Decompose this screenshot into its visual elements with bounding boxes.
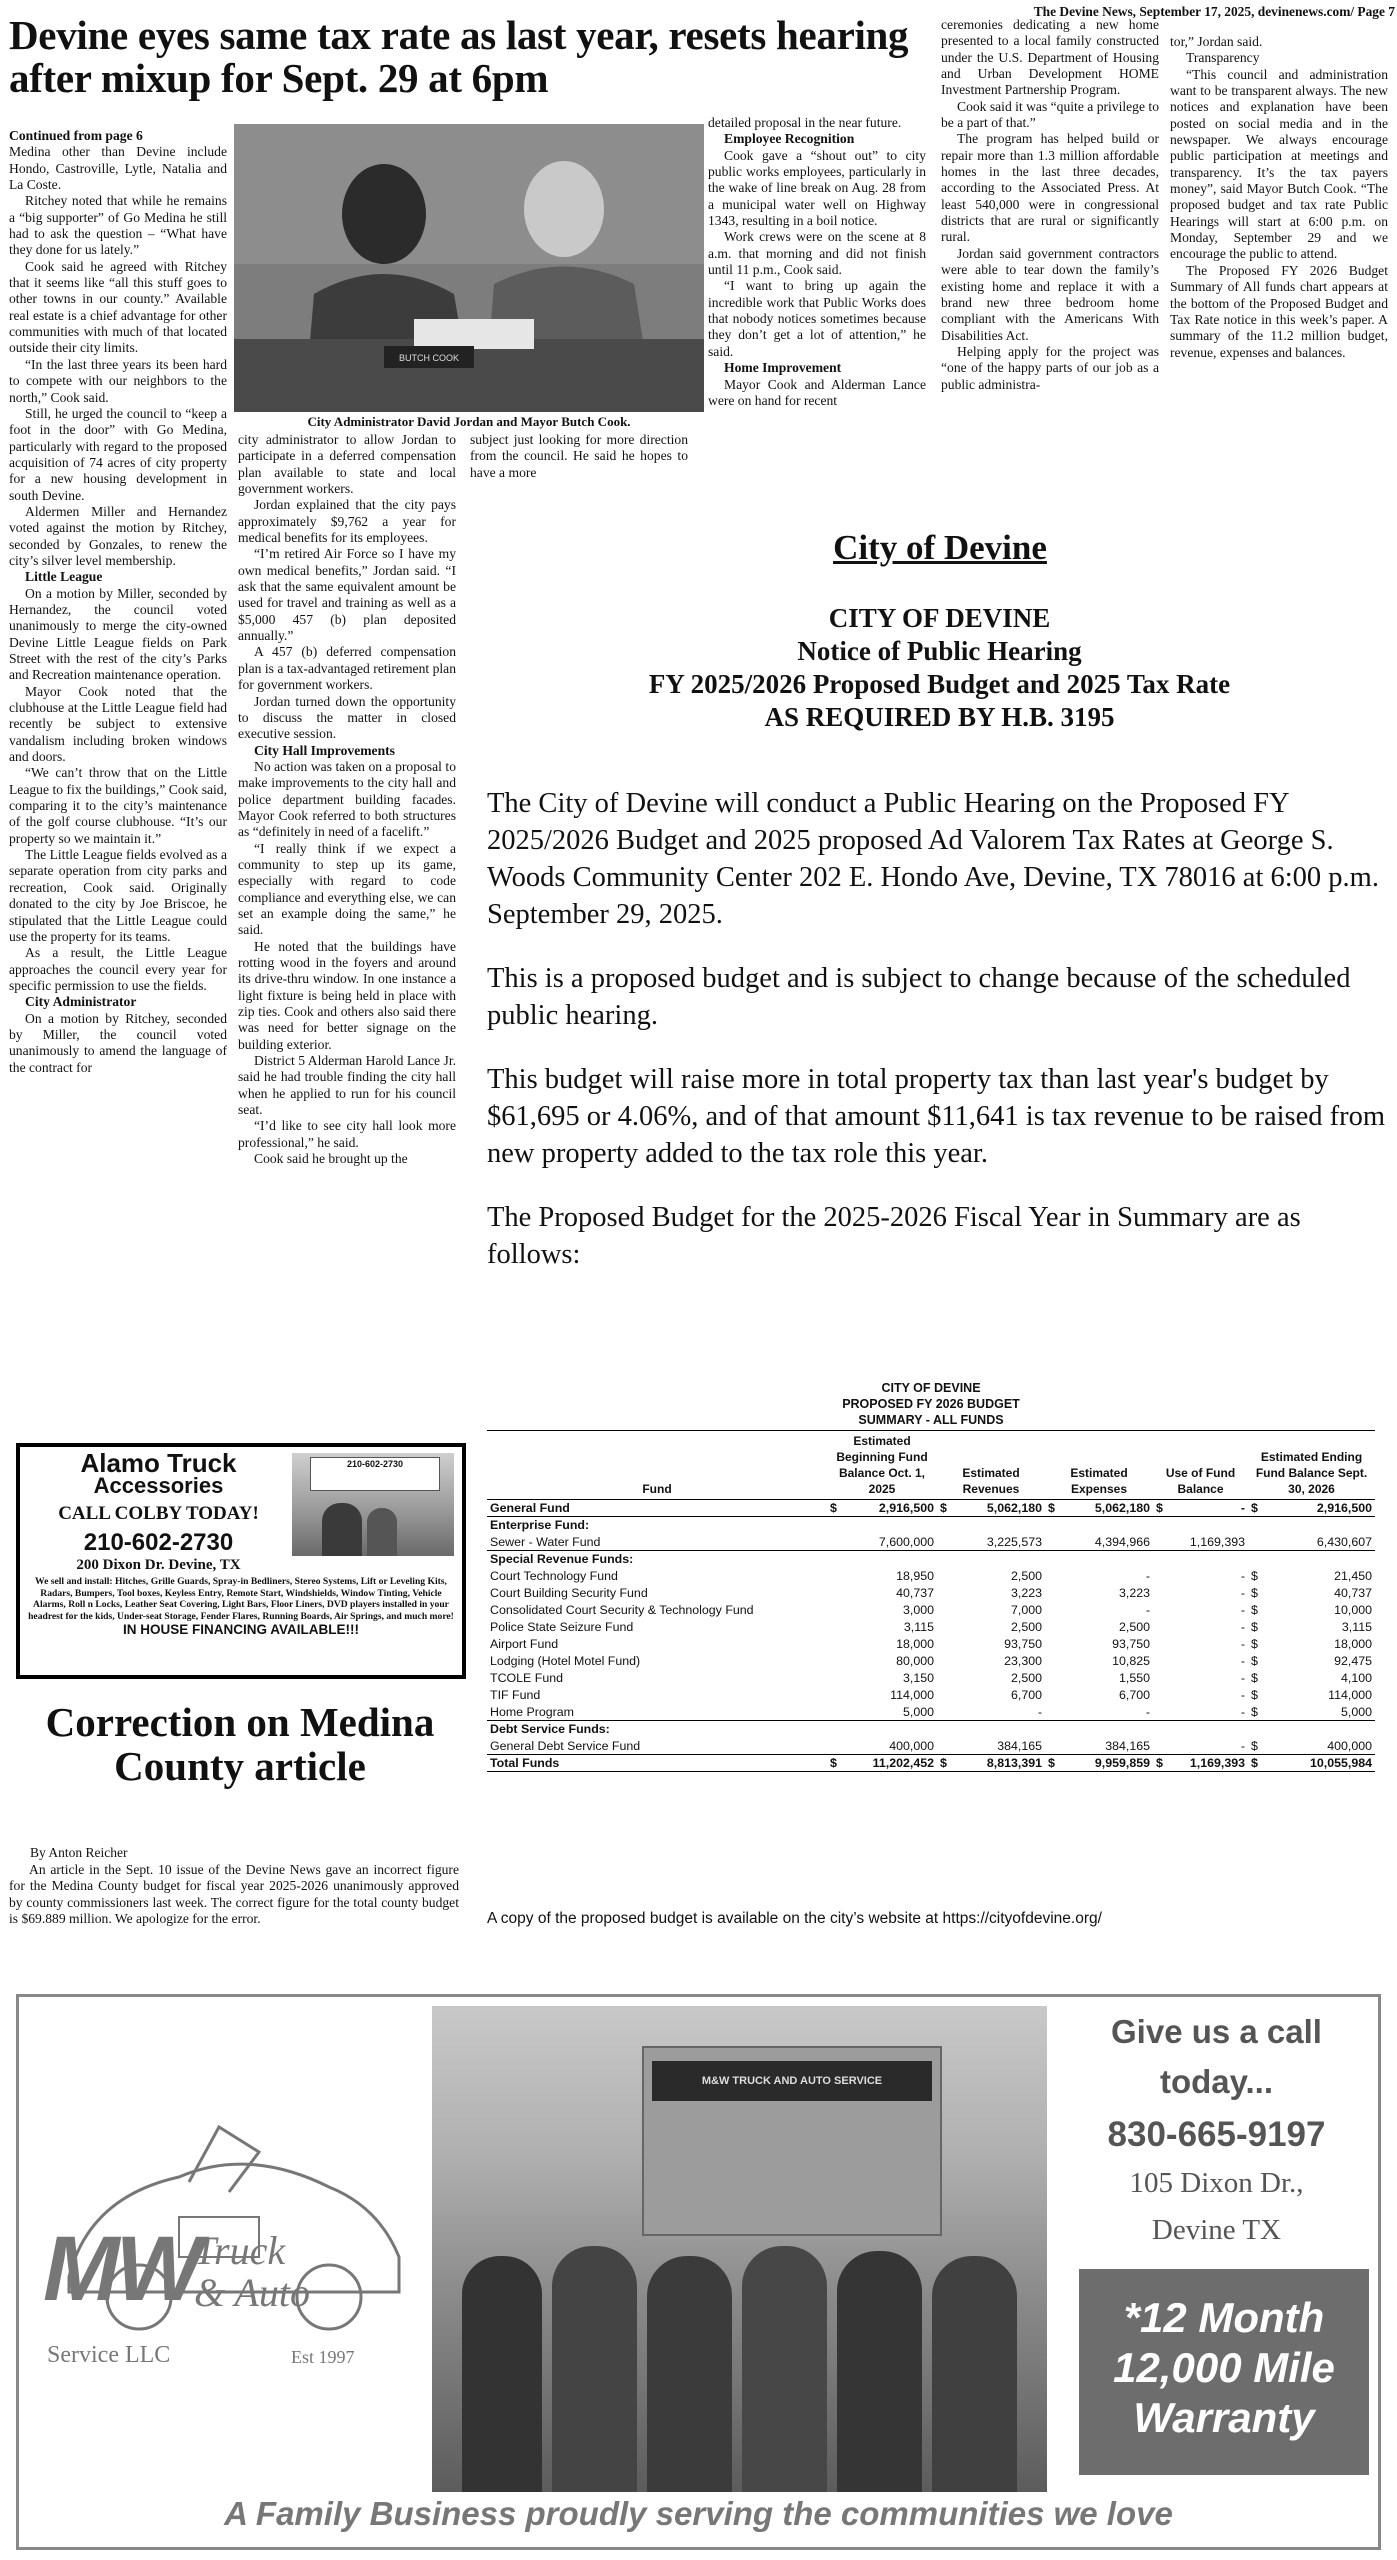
fund-exp: 93,750 xyxy=(1112,1637,1150,1651)
fund-end: 2,916,500 xyxy=(1316,1501,1372,1515)
fund-exp: 3,223 xyxy=(1118,1586,1150,1600)
fund-end: 3,115 xyxy=(1341,1620,1372,1634)
fund-exp: 10,825 xyxy=(1112,1654,1150,1668)
fund-rev: 2,500 xyxy=(1010,1620,1042,1634)
fund-name: Consolidated Court Security & Technology Fund xyxy=(490,1603,754,1617)
mw-warranty-2: 12,000 Mile xyxy=(1113,2344,1335,2391)
fund-name: General Fund xyxy=(490,1501,570,1515)
fund-rev: 93,750 xyxy=(1004,1637,1042,1651)
paragraph: Cook said he agreed with Ritchey that it seems like “all this stuff goes to other towns in our county.” Available real estate is a chief advantage for other communities with much of that located outside their city limits. xyxy=(9,258,227,356)
dollar-sign xyxy=(827,1568,841,1585)
paragraph: Cook gave a “shout out” to city public works employees, particularly in the wake of line break on Aug. 28 from a municipal water well on Highway 1343, resulting in a boil notice. xyxy=(708,147,926,229)
fund-use: - xyxy=(1240,1501,1245,1515)
fund-rev: 6,700 xyxy=(1010,1688,1042,1702)
fund-begin: 3,150 xyxy=(902,1671,934,1685)
paragraph: “I really think if we expect a community to step up its game, especially with regard to code compliance and everything else, we can set an example doing the same,” he said. xyxy=(238,840,456,938)
fund-name: TIF Fund xyxy=(490,1688,541,1702)
paragraph: “I’m retired Air Force so I have my own medical benefits,” Jordan said. “I ask that the same equivalent amount be used for travel and training as well as a $5,000 457 (b) plan deposited annually.” xyxy=(238,546,456,644)
paragraph: “We can’t throw that on the Little League to fix the buildings,” Cook said, comparing it to the city’s maintenance of the golf course clubhouse. “It’s our property so we maintain it.” xyxy=(9,765,227,846)
fund-name: Court Technology Fund xyxy=(490,1569,618,1583)
dollar-sign: $ xyxy=(1251,1637,1258,1651)
fund-rev: 5,062,180 xyxy=(986,1501,1042,1515)
notice-footer: A copy of the proposed budget is available on the city’s website at https://cityofdevine.org/ xyxy=(487,1910,1102,1927)
dollar-sign: $ xyxy=(1048,1756,1055,1770)
paragraph: Jordan explained that the city pays approximately $9,762 a year for medical benefits for its employees. xyxy=(238,497,456,546)
dollar-sign xyxy=(937,1568,951,1585)
dollar-sign xyxy=(1045,1670,1059,1687)
paragraph: As a result, the Little League approaches the council every year for specific permission to use the fields. xyxy=(9,945,227,993)
dollar-sign xyxy=(1153,1534,1167,1551)
paragraph: “This council and administration want to be transparent always. The new notices and explanation have been posted on social media and in the newspaper. We always encourage public participation at meetings and transparency. It’s the tax payers money”, said Mayor Butch Cook. “The proposed budget and tax rate Public Hearings will start at 6:00 p.m. on Monday, September 29 and we encourage the public to attend. xyxy=(1170,66,1388,262)
fund-begin: 3,000 xyxy=(902,1603,934,1617)
alamo-name-1: Alamo Truck xyxy=(80,1448,237,1478)
fund-exp: 384,165 xyxy=(1105,1738,1150,1753)
mw-logo-mw: MW xyxy=(43,2218,199,2320)
fund-end: 10,055,984 xyxy=(1309,1756,1372,1770)
dollar-sign xyxy=(827,1602,841,1619)
dollar-sign: $ xyxy=(1251,1688,1258,1702)
notice-banner: City of Devine xyxy=(833,528,1047,567)
mw-warranty-1: *12 Month xyxy=(1123,2294,1325,2341)
dollar-sign: $ xyxy=(1251,1569,1258,1583)
mw-logo-auto: & Auto xyxy=(194,2270,310,2315)
paragraph: A 457 (b) deferred compensation plan is a tax-advantaged retirement plan for government workers. xyxy=(238,644,456,693)
mw-building-sign: M&W TRUCK AND AUTO SERVICE xyxy=(652,2061,932,2101)
fund-exp: 9,959,859 xyxy=(1094,1756,1150,1770)
fund-end: 114,000 xyxy=(1328,1688,1372,1702)
special-label-row-text: Special Revenue Funds: xyxy=(487,1551,1375,1568)
continued-label: Continued from page 6 xyxy=(9,128,143,143)
paragraph: Jordan said government contractors were able to tear down the family’s existing home and replace it with a brand new three bedroom home compliant with the Americans With Disabilities Act. xyxy=(941,245,1159,343)
paragraph: Medina other than Devine include Hondo, Castroville, Lytle, Natalia and La Coste. xyxy=(9,144,227,193)
fund-end: 40,737 xyxy=(1334,1586,1372,1600)
fund-end: 18,000 xyxy=(1334,1637,1372,1651)
dollar-sign xyxy=(1153,1568,1167,1585)
dollar-sign: $ xyxy=(830,1501,837,1515)
alamo-call: CALL COLBY TODAY! xyxy=(58,1503,259,1524)
dollar-sign xyxy=(1153,1653,1167,1670)
fund-rev: 8,813,391 xyxy=(986,1756,1042,1770)
fund-name: Home Program xyxy=(490,1704,575,1719)
fund-begin: 5,000 xyxy=(902,1704,934,1719)
notice-paragraph-2: This is a proposed budget and is subject to change because of the scheduled public hearing. xyxy=(487,963,1351,1031)
fund-exp: 6,700 xyxy=(1118,1688,1150,1702)
fund-end: 92,475 xyxy=(1334,1654,1372,1668)
paragraph: Cook said it was “quite a privilege to be a part of that.” xyxy=(941,98,1159,131)
fund-exp: - xyxy=(1145,1569,1150,1583)
dollar-sign: $ xyxy=(1048,1501,1055,1515)
paragraph: Mayor Cook and Alderman Lance were on hand for recent xyxy=(708,376,926,408)
dollar-sign xyxy=(937,1738,951,1755)
article-column-1 xyxy=(9,128,227,1076)
paragraph: The Little League fields evolved as a separate operation from city parks and recreation, Cook said. Originally donated to the city by Joe Briscoe, he stipulated that the Little League could use the property for its teams. xyxy=(9,847,227,944)
notice-body xyxy=(487,785,1392,1273)
nameplate-text: BUTCH COOK xyxy=(398,353,460,363)
page-header: The Devine News, September 17, 2025, devinenews.com/ Page 7 xyxy=(1033,4,1395,19)
fund-name: Lodging (Hotel Motel Fund) xyxy=(490,1654,641,1668)
paragraph: Work crews were on the scene at 8 a.m. that morning and did not finish until 11 p.m., Cook said. xyxy=(708,229,926,278)
dollar-sign: $ xyxy=(1251,1738,1258,1753)
fund-begin: 3,115 xyxy=(903,1620,934,1634)
fund-exp: 1,550 xyxy=(1118,1671,1150,1685)
dollar-sign xyxy=(1153,1687,1167,1704)
dollar-sign: $ xyxy=(1156,1756,1163,1770)
dollar-sign xyxy=(1045,1602,1059,1619)
mw-phone: 830-665-9197 xyxy=(1107,2115,1326,2154)
paragraph: Mayor Cook noted that the clubhouse at the Little League field had recently be subject to extensive vandalism including broken windows and doors. xyxy=(9,683,227,765)
paragraph: He noted that the buildings have rotting wood in the foyers and around its drive-thru window. In one instance a light fixture is being held in place with zip ties. Cook and others also said there was need for better signage on the building exterior. xyxy=(238,938,456,1052)
fund-row xyxy=(487,1619,1375,1636)
budget-title-1: CITY OF DEVINE xyxy=(881,1381,981,1395)
fund-row xyxy=(487,1602,1375,1619)
fund-row xyxy=(487,1670,1375,1687)
paragraph: Ritchey noted that while he remains a “big supporter” of Go Medina he still had to ask the question – “What have they done for us lately.” xyxy=(9,193,227,258)
paragraph: Aldermen Miller and Hernandez voted against the motion by Ritchey, seconded by Gonzales, to renew the city’s silver level membership. xyxy=(9,503,227,568)
dollar-sign: $ xyxy=(830,1756,837,1770)
dollar-sign xyxy=(827,1687,841,1704)
fund-end: 10,000 xyxy=(1334,1603,1372,1617)
notice-line-3: FY 2025/2026 Proposed Budget and 2025 Tax Rate xyxy=(648,669,1231,699)
fund-use: - xyxy=(1240,1603,1245,1617)
paragraph: No action was taken on a proposal to make improvements to the city hall and police department building facades. Mayor Cook referred to both structures as “definitely in need of a facelift.” xyxy=(238,758,456,840)
dollar-sign xyxy=(937,1619,951,1636)
fund-end: 5,000 xyxy=(1340,1704,1372,1719)
fund-use: - xyxy=(1240,1569,1245,1583)
dollar-sign: $ xyxy=(1251,1671,1258,1685)
alamo-financing: IN HOUSE FINANCING AVAILABLE!!! xyxy=(123,1622,359,1638)
mw-truck-ad xyxy=(16,1994,1381,2550)
fund-row xyxy=(487,1653,1375,1670)
correction-title: Correction on Medina County article xyxy=(45,1699,435,1789)
dollar-sign: $ xyxy=(1156,1501,1163,1515)
article-photo xyxy=(234,124,704,412)
fund-rev: 3,223 xyxy=(1010,1586,1042,1600)
paragraph: ceremonies dedicating a new home presented to a local family constructed under the U.S. Department of Housing and Urban Development HOME Investment Partnership Program. xyxy=(941,17,1159,98)
special-label-row xyxy=(487,1551,1375,1568)
debt-label-row xyxy=(487,1721,1375,1738)
fund-rev: 2,500 xyxy=(1010,1569,1042,1583)
paragraph: The program has helped build or repair more than 1.3 million affordable homes in the last three decades, according to the Associated Press. At least 540,000 were in congressional districts that are rural or significantly rural. xyxy=(941,131,1159,245)
dollar-sign xyxy=(1153,1704,1167,1721)
total-funds-row xyxy=(487,1755,1375,1772)
fund-rev: 384,165 xyxy=(997,1738,1042,1753)
col-header-begin: Estimated Beginning Fund Balance Oct. 1, 2025 xyxy=(836,1434,928,1496)
article-column-6 xyxy=(1170,34,1388,361)
col-header-use: Use of Fund Balance xyxy=(1165,1466,1236,1496)
subhead-city-administrator: City Administrator xyxy=(25,994,137,1010)
mw-person xyxy=(837,2251,922,2492)
mw-address-1: 105 Dixon Dr., xyxy=(1129,2167,1304,2199)
dollar-sign: $ xyxy=(1251,1704,1258,1719)
fund-begin: 400,000 xyxy=(889,1738,934,1753)
fund-rev: 7,000 xyxy=(1010,1603,1042,1617)
fund-exp: 4,394,966 xyxy=(1094,1534,1150,1549)
fund-exp: - xyxy=(1145,1704,1150,1719)
correction-byline: By Anton Reicher xyxy=(30,1845,128,1860)
fund-end: 400,000 xyxy=(1327,1738,1372,1753)
notice-line-1: CITY OF DEVINE xyxy=(828,603,1051,633)
mw-call-1: Give us a call xyxy=(1111,2013,1322,2050)
fund-begin: 114,000 xyxy=(890,1688,934,1702)
paragraph: city administrator to allow Jordan to participate in a deferred compensation plan available to state and local government workers. xyxy=(238,432,456,497)
fund-exp: 5,062,180 xyxy=(1094,1501,1150,1515)
mw-warranty-3: Warranty xyxy=(1133,2394,1315,2441)
paragraph: “I want to bring up again the incredible work that Public Works does that nobody notices sometimes because they don’t get a lot of attention,” he said. xyxy=(708,278,926,359)
dollar-sign: $ xyxy=(940,1756,947,1770)
dollar-sign: $ xyxy=(1251,1756,1258,1770)
mw-logo-est: Est 1997 xyxy=(291,2347,355,2367)
notice-line-4: AS REQUIRED BY H.B. 3195 xyxy=(764,702,1115,732)
fund-begin: 2,916,500 xyxy=(878,1501,934,1515)
dollar-sign xyxy=(1045,1653,1059,1670)
fund-end: 21,450 xyxy=(1334,1569,1372,1583)
fund-name: Airport Fund xyxy=(490,1637,559,1651)
fund-rev: 2,500 xyxy=(1010,1671,1042,1685)
enterprise-label-row-text: Enterprise Fund: xyxy=(487,1517,1375,1534)
fund-rev: - xyxy=(1037,1704,1042,1719)
alamo-person xyxy=(367,1508,397,1556)
dollar-sign xyxy=(1045,1687,1059,1704)
alamo-address: 200 Dixon Dr. Devine, TX xyxy=(76,1557,241,1573)
fund-rev: 3,225,573 xyxy=(986,1534,1042,1549)
general-fund-row xyxy=(487,1500,1375,1517)
dollar-sign xyxy=(1045,1636,1059,1653)
mw-logo-service: Service LLC xyxy=(47,2342,171,2368)
notice-heading xyxy=(487,602,1392,734)
dollar-sign xyxy=(1153,1636,1167,1653)
article-column-3 xyxy=(470,432,688,481)
mw-person xyxy=(647,2256,732,2492)
budget-table-body xyxy=(487,1500,1375,1772)
mw-person xyxy=(552,2246,637,2492)
col-header-expenses: Estimated Expenses xyxy=(1070,1466,1128,1496)
fund-exp: - xyxy=(1145,1603,1150,1617)
notice-line-2: Notice of Public Hearing xyxy=(797,636,1082,666)
dollar-sign xyxy=(1045,1568,1059,1585)
notice-paragraph-3: This budget will raise more in total property tax than last year's budget by $61,695 or 4.06%, and of that amount $11,641 is tax revenue to be raised from new property added to the tax role this year. xyxy=(487,1064,1386,1169)
fund-end: 6,430,607 xyxy=(1316,1534,1372,1549)
paragraph: Jordan turned down the opportunity to discuss the matter in closed executive session. xyxy=(238,693,456,742)
col-header-end: Estimated Ending Fund Balance Sept. 30, 2026 xyxy=(1255,1450,1368,1496)
dollar-sign xyxy=(827,1534,841,1551)
dollar-sign xyxy=(1045,1704,1059,1721)
fund-exp: 2,500 xyxy=(1118,1620,1150,1634)
fund-use: 1,169,393 xyxy=(1189,1534,1245,1549)
dollar-sign xyxy=(1248,1534,1262,1551)
dollar-sign: $ xyxy=(1251,1603,1258,1617)
fund-name: Total Funds xyxy=(490,1756,560,1770)
fund-use: - xyxy=(1240,1738,1245,1753)
fund-row xyxy=(487,1704,1375,1721)
fund-name: Sewer - Water Fund xyxy=(490,1534,601,1549)
fund-name: General Debt Service Fund xyxy=(490,1738,641,1753)
fund-begin: 40,737 xyxy=(896,1586,934,1600)
fund-use: - xyxy=(1240,1586,1245,1600)
alamo-people xyxy=(322,1503,362,1556)
alamo-truck-ad xyxy=(16,1443,466,1679)
fund-begin: 7,600,000 xyxy=(878,1534,934,1549)
mw-tagline: A Family Business proudly serving the communities we love xyxy=(224,2495,1173,2532)
fund-use: 1,169,393 xyxy=(1189,1756,1245,1770)
fund-row xyxy=(487,1534,1375,1551)
dollar-sign xyxy=(1153,1585,1167,1602)
dollar-sign xyxy=(937,1687,951,1704)
debt-label-row-text: Debt Service Funds: xyxy=(487,1721,1375,1738)
paragraph: Cook said he brought up the xyxy=(254,1151,408,1167)
subhead-transparency: Transparency xyxy=(1186,50,1260,66)
fund-end: 4,100 xyxy=(1340,1671,1372,1685)
dollar-sign xyxy=(1153,1619,1167,1636)
dollar-sign xyxy=(937,1670,951,1687)
notice-paragraph-1: The City of Devine will conduct a Public Hearing on the Proposed FY 2025/2026 Budget and 2025 proposed Ad Valorem Tax Rates at George S. Woods Community Center 202 E. Hondo Ave, Devine, TX 78016 at 6:00 p.m. September 29, 2025. xyxy=(487,788,1379,930)
paragraph: subject just looking for more direction from the council. He said he hopes to have a more xyxy=(470,432,688,480)
fund-use: - xyxy=(1240,1637,1245,1651)
dollar-sign xyxy=(1153,1738,1167,1755)
paragraph: “In the last three years its been hard to compete with our neighbors to the north,” Cook said. xyxy=(9,356,227,405)
dollar-sign xyxy=(1045,1534,1059,1551)
paragraph: The Proposed FY 2026 Budget Summary of All funds chart appears at the bottom of the Proposed Budget and Tax Rate notice in this week’s paper. A summary of the 11.2 million budget, revenue, expenses and balances. xyxy=(1170,262,1388,360)
subhead-little-league: Little League xyxy=(25,569,103,585)
subhead-employee-recognition: Employee Recognition xyxy=(724,131,855,147)
paragraph: On a motion by Miller, seconded by Hernandez, the council voted unanimously to merge the city-owned Devine Little League fields on Park Street with the rest of the city’s Parks and Recreation maintenance operation. xyxy=(9,585,227,683)
budget-title-2: PROPOSED FY 2026 BUDGET xyxy=(842,1397,1020,1411)
dollar-sign xyxy=(827,1619,841,1636)
dollar-sign xyxy=(1045,1619,1059,1636)
dollar-sign: $ xyxy=(1251,1501,1258,1515)
dollar-sign xyxy=(1045,1585,1059,1602)
correction-body: An article in the Sept. 10 issue of the Devine News gave an incorrect figure for the Medina County budget for fiscal year 2025-2026 unanimously approved by county commissioners last week. The correct figure for the total county budget is $69.889 million. We apologize for the error. xyxy=(9,1862,459,1927)
dollar-sign: $ xyxy=(1251,1586,1258,1600)
mw-address-2: Devine TX xyxy=(1151,2214,1282,2246)
mw-warranty-box xyxy=(1079,2269,1369,2475)
fund-row xyxy=(487,1687,1375,1704)
fund-use: - xyxy=(1240,1671,1245,1685)
subhead-home-improvement: Home Improvement xyxy=(724,360,842,376)
dollar-sign xyxy=(1153,1670,1167,1687)
dollar-sign xyxy=(827,1704,841,1721)
article-column-4 xyxy=(708,115,926,409)
dollar-sign: $ xyxy=(1251,1654,1258,1668)
fund-name: Court Building Security Fund xyxy=(490,1586,648,1600)
fund-use: - xyxy=(1240,1654,1245,1668)
budget-title-3: SUMMARY - ALL FUNDS xyxy=(858,1413,1004,1427)
photo-caption: City Administrator David Jordan and Mayor Butch Cook. xyxy=(307,414,631,429)
mw-person xyxy=(742,2246,827,2492)
dollar-sign xyxy=(937,1585,951,1602)
dollar-sign xyxy=(827,1670,841,1687)
fund-begin: 18,000 xyxy=(896,1637,934,1651)
alamo-phone: 210-602-2730 xyxy=(83,1529,234,1556)
article-headline: Devine eyes same tax rate as last year, resets hearing after mixup for Sept. 29 at 6pm xyxy=(9,12,909,101)
fund-row xyxy=(487,1585,1375,1602)
dollar-sign xyxy=(937,1602,951,1619)
paragraph: District 5 Alderman Harold Lance Jr. said he had trouble finding the city hall when he applied to run for his council seat. xyxy=(238,1053,456,1118)
dollar-sign xyxy=(937,1636,951,1653)
fund-use: - xyxy=(1240,1688,1245,1702)
paragraph: detailed proposal in the near future. xyxy=(708,115,902,130)
budget-table xyxy=(487,1431,1375,1772)
enterprise-label-row xyxy=(487,1517,1375,1534)
paragraph: Helping apply for the project was “one of the happy parts of our job as a public administra- xyxy=(941,343,1159,392)
dollar-sign xyxy=(827,1636,841,1653)
fund-row xyxy=(487,1636,1375,1653)
mw-logo-truck: Truck xyxy=(194,2228,286,2273)
fund-rev: 23,300 xyxy=(1004,1654,1042,1668)
notice-paragraph-4: The Proposed Budget for the 2025-2026 Fiscal Year in Summary are as follows: xyxy=(487,1202,1301,1270)
fund-begin: 11,202,452 xyxy=(872,1756,934,1770)
alamo-name-2: Accessories xyxy=(93,1473,224,1498)
mw-person xyxy=(932,2256,1017,2492)
fund-row xyxy=(487,1738,1375,1755)
fund-begin: 18,950 xyxy=(896,1569,934,1583)
fund-name: TCOLE Fund xyxy=(490,1671,563,1685)
col-header-revenues: Estimated Revenues xyxy=(962,1466,1020,1496)
dollar-sign xyxy=(827,1585,841,1602)
photo-illustration xyxy=(234,124,704,412)
alamo-photo xyxy=(292,1453,454,1556)
paragraph: “I’d like to see city hall look more professional,” he said. xyxy=(238,1118,456,1150)
mw-call-2: today... xyxy=(1159,2063,1274,2100)
alamo-sign: 210-602-2730 xyxy=(310,1457,440,1491)
paragraph: tor,” Jordan said. xyxy=(1170,34,1263,49)
dollar-sign: $ xyxy=(1251,1620,1258,1634)
paragraph: Still, he urged the council to “keep a foot in the door” with Go Medina, particularly with regard to the proposed acquisition of 74 acres of city property for a new housing development in south Devine. xyxy=(9,405,227,503)
budget-table-title xyxy=(487,1380,1375,1428)
fund-row xyxy=(487,1568,1375,1585)
article-column-2 xyxy=(238,432,456,1167)
fund-use: - xyxy=(1240,1620,1245,1634)
alamo-services: We sell and install: Hitches, Grille Guards, Spray-in Bedliners, Stereo Systems, Lift or Leveling Kits, Radars, Bumpers, Tool boxes, Keyless Entry, Remote Start, Windshields, Window Tinting, Vehicle Alarms, Roll n Locks, Leather Seat Covering, Light Bars, Floor Liners, DVD players installed in your headrest for the kids, Under-seat Storage, Fender Flares, Running Boards, Air Springs, and much more! xyxy=(28,1576,454,1622)
col-header-fund: Fund xyxy=(642,1482,672,1496)
mw-person xyxy=(462,2256,542,2492)
dollar-sign xyxy=(937,1704,951,1721)
mw-team-photo xyxy=(432,2006,1047,2492)
fund-name: Police State Seizure Fund xyxy=(490,1620,634,1634)
fund-begin: 80,000 xyxy=(896,1654,934,1668)
dollar-sign xyxy=(827,1653,841,1670)
fund-use: - xyxy=(1240,1704,1245,1719)
dollar-sign xyxy=(1045,1738,1059,1755)
budget-table-wrap xyxy=(487,1430,1375,1772)
paragraph: On a motion by Ritchey, seconded by Miller, the council voted unanimously to amend the language of the contract for xyxy=(9,1010,227,1075)
subhead-city-hall: City Hall Improvements xyxy=(254,742,395,758)
article-column-5 xyxy=(941,17,1159,393)
dollar-sign xyxy=(937,1534,951,1551)
dollar-sign xyxy=(937,1653,951,1670)
dollar-sign: $ xyxy=(940,1501,947,1515)
dollar-sign xyxy=(1153,1602,1167,1619)
dollar-sign xyxy=(827,1738,841,1755)
